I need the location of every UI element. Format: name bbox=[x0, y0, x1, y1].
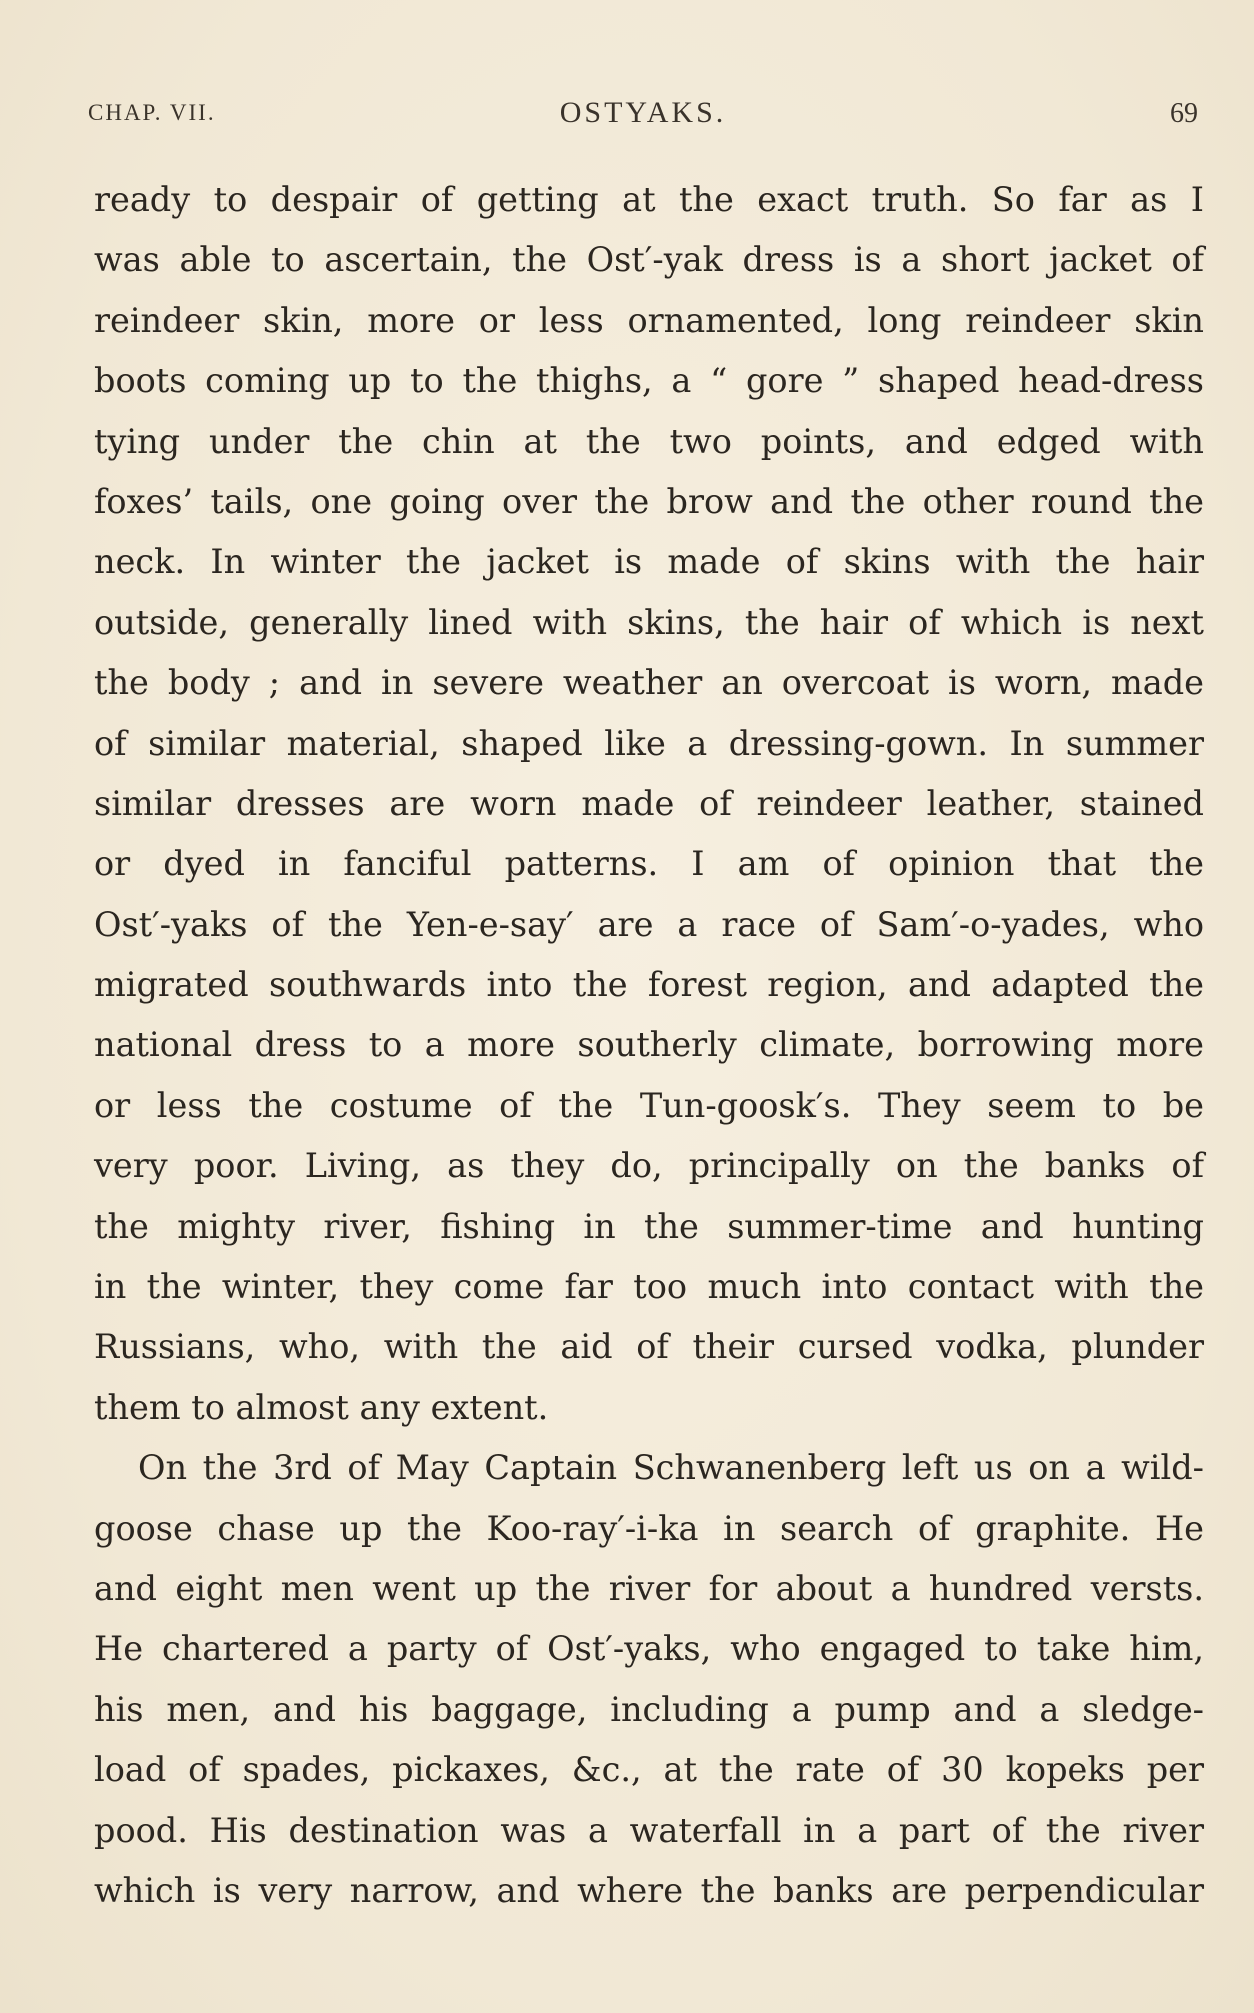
body-text bbox=[94, 170, 1204, 1921]
text-line: which is very narrow, and where the banks are perpendicular bbox=[94, 1870, 1204, 1910]
text-line: reindeer skin, more or less ornamented, long reindeer skin bbox=[94, 300, 1204, 340]
text-line: He chartered a party of Ost′-yaks, who engaged to take him, bbox=[94, 1629, 1204, 1669]
text-line: very poor. Living, as they do, principally on the banks of bbox=[94, 1146, 1204, 1186]
text-line: in the winter, they come far too much into contact with the bbox=[94, 1267, 1204, 1307]
text-line: pood. His destination was a waterfall in a part of the river bbox=[94, 1810, 1204, 1850]
text-line: outside, generally lined with skins, the hair of which is next bbox=[94, 602, 1204, 642]
text-line: the mighty river, fishing in the summer-time and hunting bbox=[94, 1206, 1204, 1246]
paragraph-end-line: them to almost any extent. bbox=[94, 1387, 549, 1427]
text-line: his men, and his baggage, including a pump and a sledge- bbox=[94, 1689, 1204, 1729]
text-line: Russians, who, with the aid of their cursed vodka, plunder bbox=[94, 1327, 1204, 1367]
text-line: Ost′-yaks of the Yen-e-say′ are a race of Sam′-o-yades, who bbox=[94, 904, 1204, 944]
text-line: was able to ascertain, the Ost′-yak dress is a short jacket of bbox=[94, 240, 1204, 280]
text-line: goose chase up the Koo-ray′-i-ka in search of graphite. He bbox=[94, 1508, 1204, 1548]
text-line: neck. In winter the jacket is made of skins with the hair bbox=[94, 542, 1204, 582]
text-line: national dress to a more southerly climate, borrowing more bbox=[94, 1025, 1204, 1065]
text-line: similar dresses are worn made of reindeer leather, stained bbox=[94, 783, 1204, 823]
text-line: or dyed in fanciful patterns. I am of opinion that the bbox=[94, 844, 1204, 884]
text-line: load of spades, pickaxes, &c., at the rate of 30 kopeks per bbox=[94, 1750, 1204, 1790]
text-line: of similar material, shaped like a dressing-gown. In summer bbox=[94, 723, 1204, 763]
chapter-label: CHAP. VII. bbox=[88, 100, 216, 125]
text-line: ready to despair of getting at the exact truth. So far as I bbox=[94, 180, 1204, 219]
text-line: boots coming up to the thighs, a “ gore ” shaped head-dress bbox=[94, 361, 1204, 401]
page-number: 69 bbox=[1170, 98, 1198, 129]
text-line: migrated southwards into the forest region, and adapted the bbox=[94, 965, 1204, 1005]
running-title: OSTYAKS. bbox=[559, 96, 727, 129]
text-line: the body ; and in severe weather an overcoat is worn, made bbox=[94, 663, 1204, 703]
text-line: tying under the chin at the two points, and edged with bbox=[94, 421, 1204, 461]
text-line: and eight men went up the river for about a hundred versts. bbox=[94, 1568, 1204, 1608]
running-head bbox=[88, 96, 1198, 136]
text-line: foxes’ tails, one going over the brow and the other round the bbox=[94, 481, 1204, 521]
paragraph-start-line: On the 3rd of May Captain Schwanenberg left us on a wild- bbox=[138, 1448, 1204, 1488]
text-line: or less the costume of the Tun-goosk′s. They seem to be bbox=[94, 1085, 1204, 1125]
